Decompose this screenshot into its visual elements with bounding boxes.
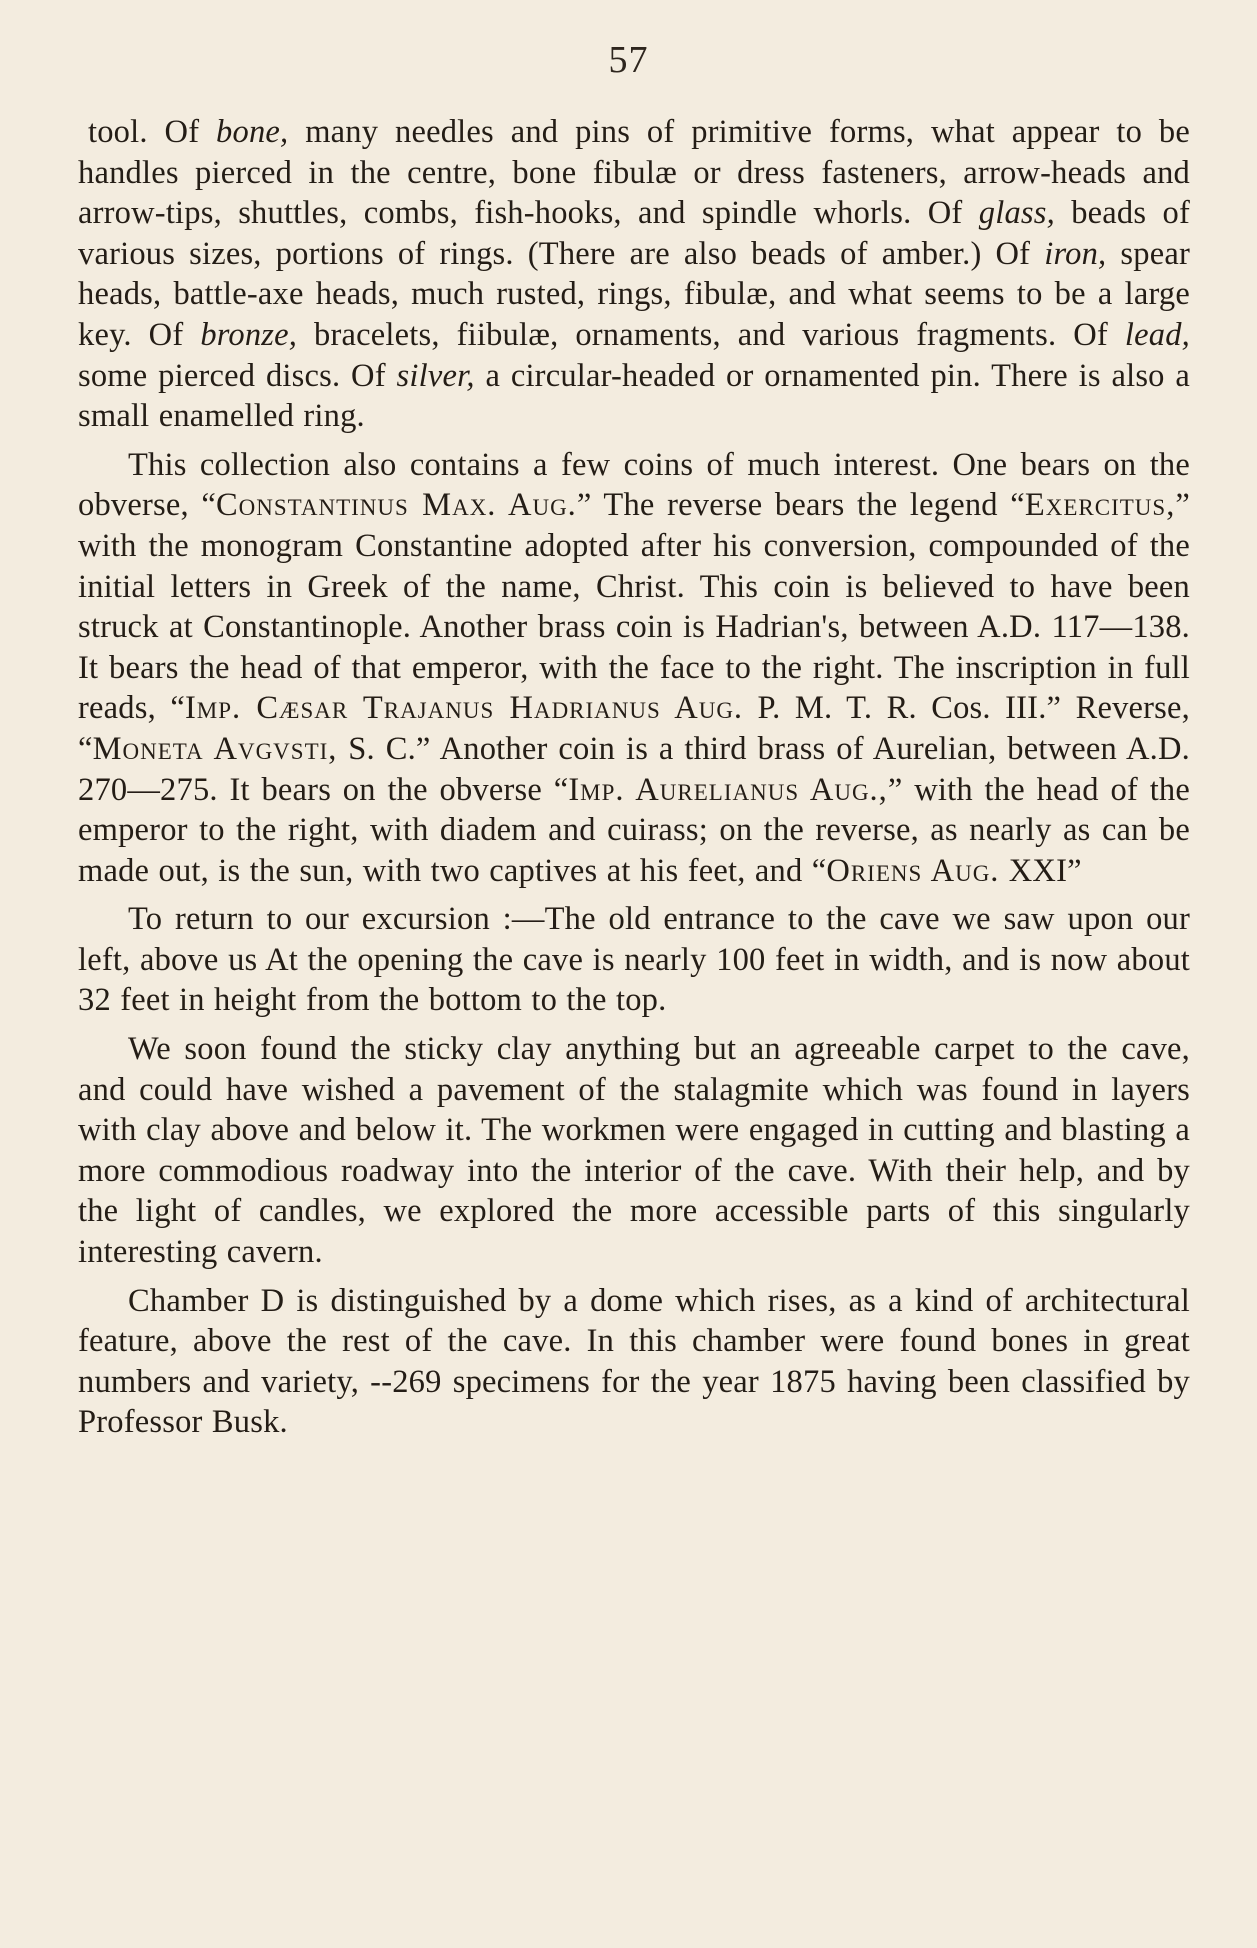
paragraph-chamber-d [78,1281,1190,1443]
small-caps-inscription: Oriens Aug. [826,852,1000,889]
text-run: spear heads, battle-axe heads, much rusted, rings, fibulæ, and what seems to be a large key. Of [78,235,1190,353]
italic-term: bronze, [200,316,298,353]
paragraph-clay [78,1029,1190,1273]
text-run: ” The reverse bears the legend “ [576,487,1025,524]
text-run: many needles and pins of primitive forms, what appear to be handles pierced in the centre, bone fibulæ or dress fasteners, arrow-heads and arrow-tips, shuttles, combs, fish-hooks, and spindle whorls. Of [78,114,1190,232]
page-number: 57 [608,39,649,81]
paragraph-excursion [78,899,1190,1021]
italic-term: iron, [1044,235,1107,272]
paragraph-artifacts [78,112,1190,437]
text-run: Chamber D is distinguished by a dome which rises, as a kind of architectural feature, above the rest of the cave. In this chamber were found bones in great numbers and variety, --269 specimens for the year 1875 having been classified by Professor Busk. [78,1282,1190,1441]
text-run: bracelets, fiibulæ, ornaments, and various fragments. Of [297,316,1125,353]
small-caps-inscription: Constantinus Max. Aug. [215,487,577,524]
text-run: S. C.” Another coin is a third brass of Aurelian, between A.D. 270—275. It bears on the obverse “ [78,730,1190,808]
italic-term: glass, [978,195,1055,232]
text-run: beads of various sizes, portions of rings. (There are also beads of amber.) Of [78,195,1190,272]
text-run: We soon found the sticky clay anything but an agreeable carpet to the cave, and could have wished a pavement of the stalagmite which was found in layers with clay above and below it. The workmen were engaged in cutting and blasting a more commodious roadway into the interior of the cave. With their help, and by the light of candles, we explored the more accessible parts of this singularly interesting cavern. [78,1031,1190,1271]
text-run: To return to our excursion :—The old entrance to the cave we saw upon our left, above us At the opening the cave is nearly 100 feet in width, and is now about 32 feet in height from the bottom to the top. [78,901,1190,1019]
italic-term: silver, [396,357,475,394]
text-run: a circular-headed or ornamented pin. There is also a small enamelled ring. [78,357,1191,435]
italic-term: bone, [216,114,289,150]
text-run: ” with the head of the emperor to the right, with diadem and cuirass; on the reverse, as nearly as can be made out, is the sun, with two captives at his feet, and “ [78,771,1191,889]
small-caps-inscription: Imp. Cæsar Trajanus Hadrianus Aug. [184,690,744,727]
body-text [78,112,1190,1451]
small-caps-inscription: Moneta Avgvsti, [92,730,338,767]
text-run: ” with the monogram Constantine adopted after his conversion, compounded of the initial letters in Greek of the name, Christ. This coin is believed to have been struck at Constantinople. Another brass coin is Hadrian's, between A.D. 117—138. It bears the head of that emperor, with the face to the right. The inscription in full reads, “ [78,487,1190,727]
italic-term: lead, [1124,316,1190,353]
text-run: This collection also contains a few coins of much interest. One bears on the obverse, “ [78,446,1190,524]
text-run: XXI” [999,852,1082,889]
paragraph-coins [78,445,1190,892]
text-run: P. M. T. R. Cos. III.” Reverse, “ [78,690,1190,767]
text-run: tool. Of [88,114,217,150]
text-run: some pierced discs. Of [78,357,397,394]
small-caps-inscription: Exercitus, [1024,487,1176,524]
small-caps-inscription: Imp. Aurelianus Aug., [568,771,888,808]
